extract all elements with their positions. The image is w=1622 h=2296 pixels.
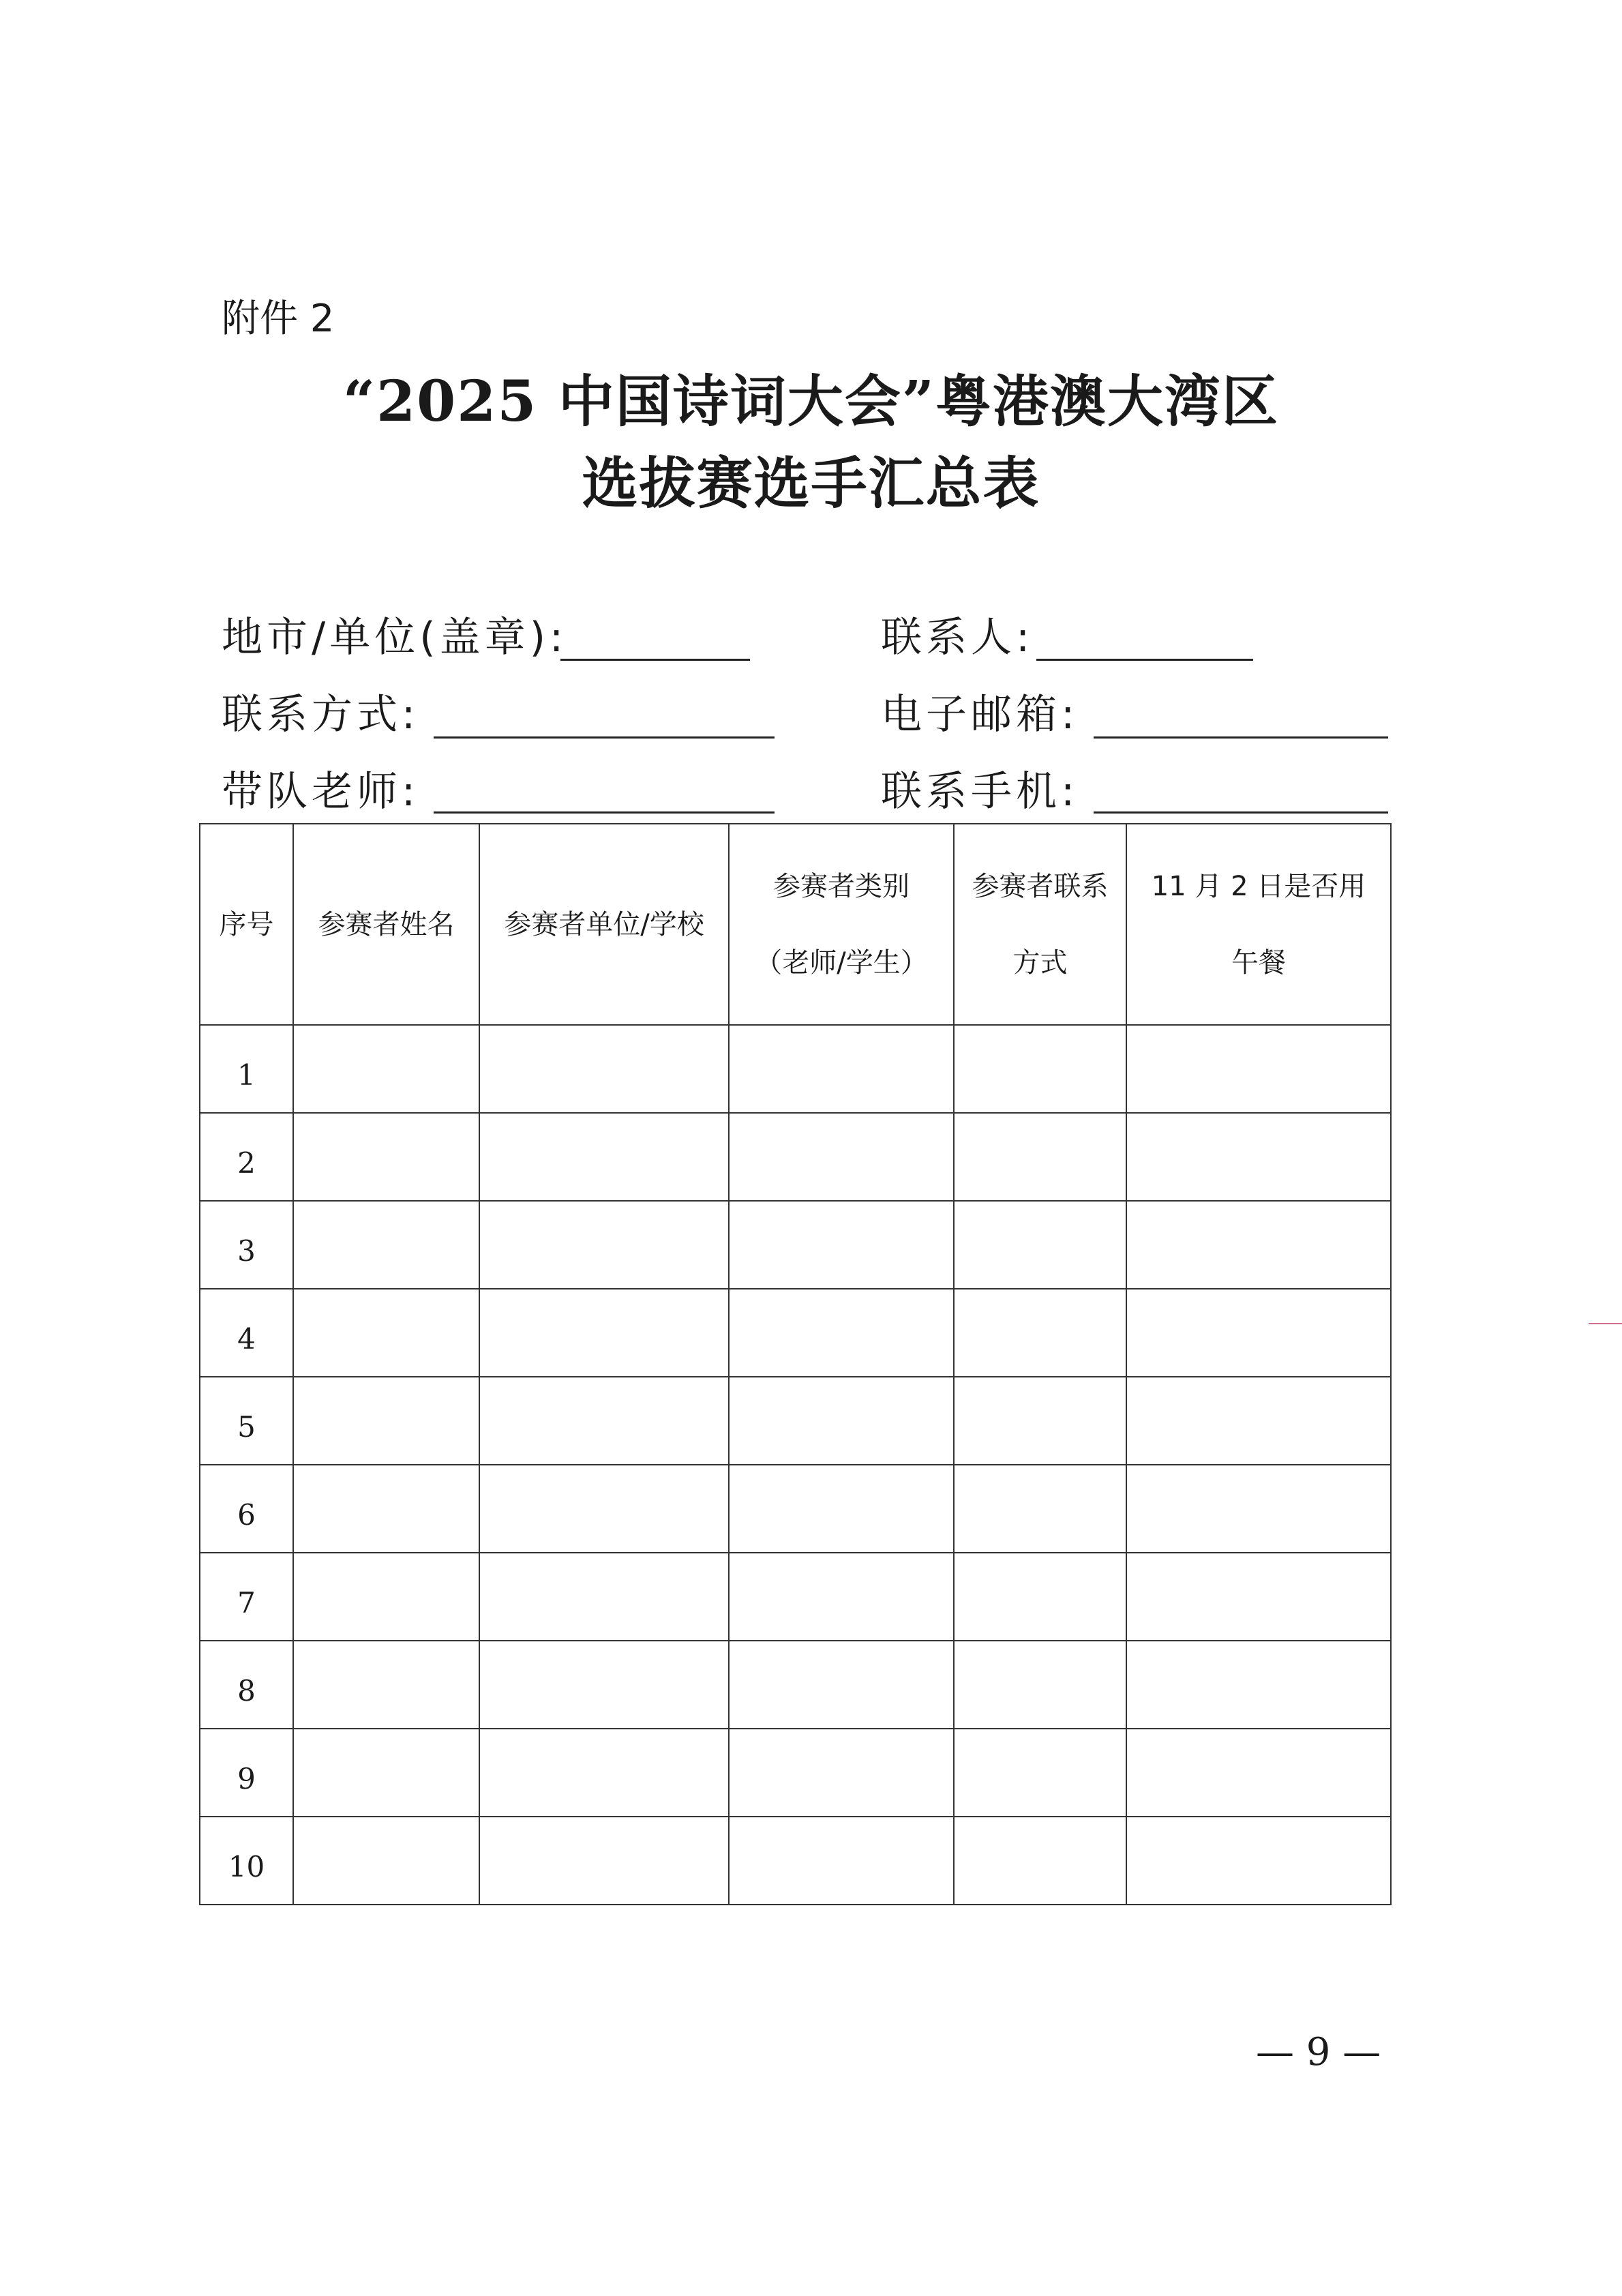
document-title-line-1: “2025 中国诗词大会”粤港澳大湾区 (342, 369, 1280, 434)
row-serial-number: 8 (200, 1641, 293, 1729)
lunch-cell[interactable] (1126, 1817, 1391, 1905)
table-row (200, 1377, 1391, 1465)
table-row (200, 1465, 1391, 1553)
table-row (200, 1641, 1391, 1729)
category-cell[interactable] (729, 1201, 954, 1289)
table-row (200, 1289, 1391, 1377)
name-cell[interactable] (293, 1729, 479, 1817)
contact-cell[interactable] (954, 1289, 1126, 1377)
contestant-summary-table (199, 823, 1392, 1905)
row-serial-number: 7 (200, 1553, 293, 1641)
email-field-blank[interactable] (1094, 736, 1388, 739)
lunch-cell[interactable] (1126, 1025, 1391, 1113)
name-cell[interactable] (293, 1201, 479, 1289)
contact-cell[interactable] (954, 1465, 1126, 1553)
name-cell[interactable] (293, 1377, 479, 1465)
document-title-line-2: 选拔赛选手汇总表 (582, 451, 1040, 516)
unit-school-cell[interactable] (479, 1817, 729, 1905)
attachment-label: 附件 2 (222, 297, 335, 341)
lunch-cell[interactable] (1126, 1553, 1391, 1641)
unit-school-cell[interactable] (479, 1465, 729, 1553)
lunch-cell[interactable] (1126, 1201, 1391, 1289)
contact-cell[interactable] (954, 1201, 1126, 1289)
name-cell[interactable] (293, 1289, 479, 1377)
category-cell[interactable] (729, 1377, 954, 1465)
name-cell[interactable] (293, 1553, 479, 1641)
lunch-cell[interactable] (1126, 1729, 1391, 1817)
contact-person-field-label: 联系人: (881, 614, 1034, 661)
row-serial-number: 4 (200, 1289, 293, 1377)
unit-school-cell[interactable] (479, 1553, 729, 1641)
name-cell[interactable] (293, 1465, 479, 1553)
category-cell[interactable] (729, 1025, 954, 1113)
header-contestant-contact: 参赛者联系 方式 (954, 824, 1126, 1025)
unit-school-cell[interactable] (479, 1201, 729, 1289)
name-cell[interactable] (293, 1113, 479, 1201)
table-row (200, 1113, 1391, 1201)
mobile-field-label: 联系手机: (881, 768, 1079, 816)
table-row (200, 1201, 1391, 1289)
category-cell[interactable] (729, 1465, 954, 1553)
row-serial-number: 10 (200, 1817, 293, 1905)
table-row (200, 1729, 1391, 1817)
unit-school-cell[interactable] (479, 1113, 729, 1201)
header-lunch-nov-2: 11 月 2 日是否用 午餐 (1126, 824, 1391, 1025)
lead-teacher-field-blank[interactable] (434, 811, 775, 814)
contact-cell[interactable] (954, 1377, 1126, 1465)
mobile-field-blank[interactable] (1094, 811, 1388, 814)
lunch-cell[interactable] (1126, 1113, 1391, 1201)
name-cell[interactable] (293, 1817, 479, 1905)
header-contestant-unit-school: 参赛者单位/学校 (479, 824, 729, 1025)
unit-school-cell[interactable] (479, 1377, 729, 1465)
table-row (200, 1817, 1391, 1905)
lead-teacher-field-label: 带队老师: (222, 768, 420, 816)
email-field-label: 电子邮箱: (881, 691, 1079, 739)
category-cell[interactable] (729, 1729, 954, 1817)
margin-mark (1589, 1323, 1622, 1324)
contact-person-field-blank[interactable] (1036, 659, 1253, 661)
lunch-cell[interactable] (1126, 1641, 1391, 1729)
unit-school-cell[interactable] (479, 1025, 729, 1113)
contact-cell[interactable] (954, 1641, 1126, 1729)
contact-cell[interactable] (954, 1025, 1126, 1113)
category-cell[interactable] (729, 1553, 954, 1641)
category-cell[interactable] (729, 1289, 954, 1377)
lunch-cell[interactable] (1126, 1377, 1391, 1465)
table-header-row (200, 824, 1391, 1025)
row-serial-number: 3 (200, 1201, 293, 1289)
contact-cell[interactable] (954, 1817, 1126, 1905)
unit-school-cell[interactable] (479, 1729, 729, 1817)
contact-cell[interactable] (954, 1729, 1126, 1817)
table-row (200, 1025, 1391, 1113)
header-serial-number: 序号 (200, 824, 293, 1025)
lunch-cell[interactable] (1126, 1465, 1391, 1553)
row-serial-number: 9 (200, 1729, 293, 1817)
unit-field-label: 地市/单位(盖章): (222, 614, 568, 661)
header-contestant-name: 参赛者姓名 (293, 824, 479, 1025)
lunch-cell[interactable] (1126, 1289, 1391, 1377)
name-cell[interactable] (293, 1641, 479, 1729)
category-cell[interactable] (729, 1817, 954, 1905)
contact-method-field-label: 联系方式: (222, 691, 420, 739)
row-serial-number: 1 (200, 1025, 293, 1113)
row-serial-number: 2 (200, 1113, 293, 1201)
contact-method-field-blank[interactable] (434, 736, 775, 739)
contact-cell[interactable] (954, 1113, 1126, 1201)
category-cell[interactable] (729, 1641, 954, 1729)
name-cell[interactable] (293, 1025, 479, 1113)
table-row (200, 1553, 1391, 1641)
unit-school-cell[interactable] (479, 1641, 729, 1729)
contact-cell[interactable] (954, 1553, 1126, 1641)
row-serial-number: 5 (200, 1377, 293, 1465)
unit-school-cell[interactable] (479, 1289, 729, 1377)
category-cell[interactable] (729, 1113, 954, 1201)
row-serial-number: 6 (200, 1465, 293, 1553)
header-contestant-category: 参赛者类别 （老师/学生） (729, 824, 954, 1025)
page-number: — 9 — (1256, 2030, 1381, 2074)
unit-field-blank[interactable] (560, 659, 750, 661)
